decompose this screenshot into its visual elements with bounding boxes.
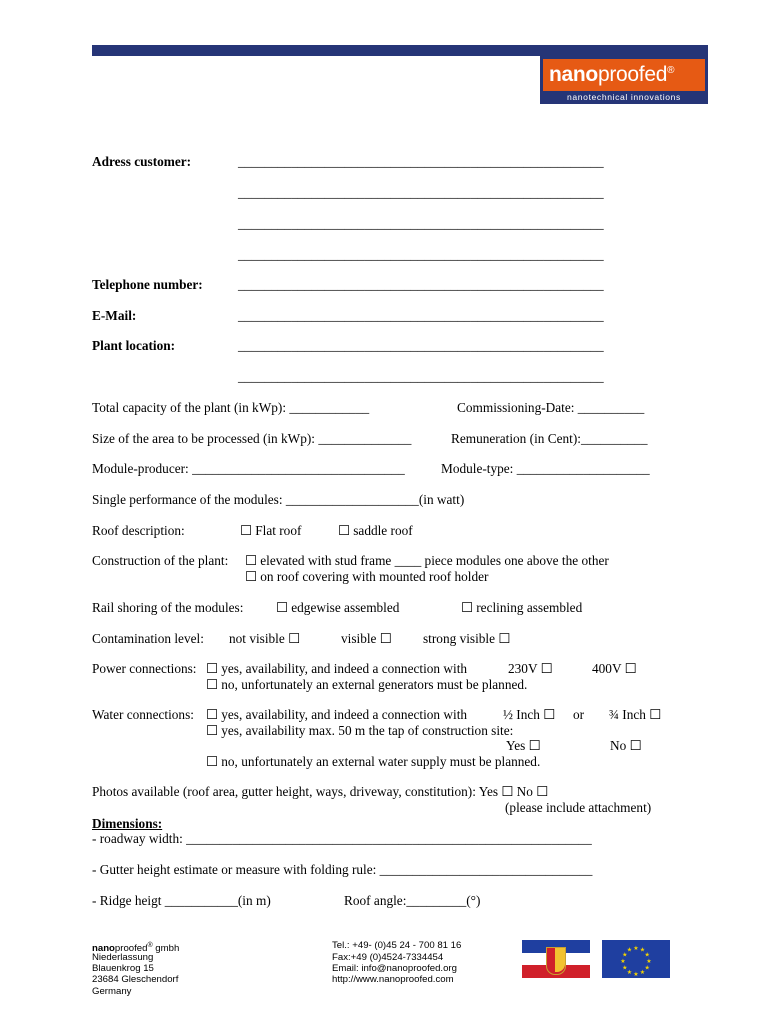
- svg-text:★: ★: [622, 951, 628, 959]
- power-230v-checkbox[interactable]: 230V ☐: [508, 661, 553, 676]
- module-type-field[interactable]: Module-type: ____________________: [441, 461, 650, 476]
- power-400v-checkbox[interactable]: 400V ☐: [592, 661, 637, 676]
- footer-address-line: 23684 Gleschendorf: [92, 974, 179, 985]
- dimensions-title: Dimensions:: [92, 816, 163, 831]
- capacity-field[interactable]: Total capacity of the plant (in kWp): ____________: [92, 400, 370, 415]
- commissioning-field[interactable]: Commissioning-Date: __________: [457, 400, 645, 415]
- water-no-tap-checkbox[interactable]: No ☐: [610, 738, 642, 753]
- power-yes-checkbox[interactable]: ☐ yes, availability, and indeed a connection with: [206, 661, 468, 676]
- contamination-label: Contamination level:: [92, 631, 204, 646]
- footer-address-line: Niederlassung: [92, 952, 154, 963]
- roadway-width-field[interactable]: - roadway width: _____________________________________________________________: [92, 831, 592, 846]
- svg-text:★: ★: [633, 945, 639, 952]
- power-no-checkbox[interactable]: ☐ no, unfortunately an external generators must be planned.: [206, 677, 528, 692]
- address-label: Adress customer:: [92, 154, 192, 169]
- svg-text:★: ★: [646, 957, 652, 965]
- roof-description-label: Roof description:: [92, 523, 185, 538]
- svg-text:★: ★: [620, 957, 626, 965]
- footer-contact-line[interactable]: http://www.nanoproofed.com: [332, 974, 454, 985]
- svg-text:★: ★: [639, 946, 646, 954]
- remuneration-field[interactable]: Remuneration (in Cent):__________: [451, 431, 648, 446]
- construction-label: Construction of the plant:: [92, 553, 229, 568]
- water-yes-checkbox[interactable]: ☐ yes, availability, and indeed a connection with: [206, 707, 468, 722]
- elevated-frame-checkbox[interactable]: ☐ elevated with stud frame ____ piece modules one above the other: [245, 553, 609, 568]
- flat-roof-checkbox[interactable]: ☐ Flat roof: [240, 523, 302, 538]
- header-bar: [92, 45, 708, 56]
- company-logo: [540, 56, 708, 104]
- svg-text:★: ★: [626, 969, 633, 977]
- schleswig-holstein-flag-icon: [522, 940, 590, 978]
- footer-contact-line: Tel.: +49- (0)45 24 - 700 81 16: [332, 940, 462, 951]
- plant-location-line[interactable]: _______________________________________________________: [238, 338, 604, 353]
- address-line[interactable]: _______________________________________________________: [238, 247, 604, 262]
- footer-contact-line: Fax:+49 (0)4524-7334454: [332, 952, 444, 963]
- reclining-checkbox[interactable]: ☐ reclining assembled: [461, 600, 583, 615]
- strong-visible-checkbox[interactable]: strong visible ☐: [423, 631, 511, 646]
- plant-location-line[interactable]: _______________________________________________________: [238, 369, 604, 384]
- saddle-roof-checkbox[interactable]: ☐ saddle roof: [338, 523, 413, 538]
- roof-holder-checkbox[interactable]: ☐ on roof covering with mounted roof holder: [245, 569, 489, 584]
- svg-text:★: ★: [644, 951, 650, 959]
- module-producer-field[interactable]: Module-producer: ________________________________: [92, 461, 405, 476]
- water-connections-label: Water connections:: [92, 707, 194, 722]
- svg-text:★: ★: [644, 964, 650, 972]
- email-label: E-Mail:: [92, 308, 137, 323]
- plant-location-label: Plant location:: [92, 338, 176, 353]
- power-connections-label: Power connections:: [92, 661, 197, 676]
- logo-wordmark: nanoproofed®: [549, 63, 675, 86]
- water-max50-checkbox[interactable]: ☐ yes, availability max. 50 m the tap of construction site:: [206, 723, 514, 738]
- eu-flag-icon: [602, 940, 670, 978]
- footer-address-line: Blauenkrog 15: [92, 963, 154, 974]
- rail-shoring-label: Rail shoring of the modules:: [92, 600, 244, 615]
- water-no-checkbox[interactable]: ☐ no, unfortunately an external water supply must be planned.: [206, 754, 541, 769]
- gutter-height-field[interactable]: - Gutter height estimate or measure with folding rule: ________________________________: [92, 862, 593, 877]
- logo-box: [543, 59, 705, 91]
- visible-checkbox[interactable]: visible ☐: [341, 631, 392, 646]
- roof-angle-field[interactable]: Roof angle:_________(°): [344, 893, 481, 908]
- telephone-label: Telephone number:: [92, 277, 203, 292]
- not-visible-checkbox[interactable]: not visible ☐: [229, 631, 301, 646]
- water-three-quarter-checkbox[interactable]: ¾ Inch ☐: [609, 707, 662, 722]
- address-line[interactable]: _______________________________________________________: [238, 154, 604, 169]
- edgewise-checkbox[interactable]: ☐ edgewise assembled: [276, 600, 400, 615]
- water-half-inch-checkbox[interactable]: ½ Inch ☐: [503, 707, 556, 722]
- svg-text:★: ★: [639, 969, 646, 977]
- footer-company: nanoproofed® gmbh: [92, 942, 180, 955]
- footer-contact-line[interactable]: Email: info@nanoproofed.org: [332, 963, 457, 974]
- water-yes-tap-checkbox[interactable]: Yes ☐: [506, 738, 541, 753]
- email-line[interactable]: _______________________________________________________: [238, 308, 604, 323]
- svg-text:★: ★: [622, 964, 628, 972]
- photos-note: (please include attachment): [505, 800, 652, 815]
- footer-address-line: Germany: [92, 986, 132, 997]
- address-line[interactable]: _______________________________________________________: [238, 216, 604, 231]
- logo-tagline: nanotechnical innovations: [567, 92, 681, 102]
- telephone-line[interactable]: _______________________________________________________: [238, 277, 604, 292]
- photos-field[interactable]: Photos available (roof area, gutter height, ways, driveway, constitution): Yes ☐ No ☐: [92, 784, 549, 799]
- address-line[interactable]: _______________________________________________________: [238, 185, 604, 200]
- svg-text:★: ★: [626, 946, 633, 954]
- svg-text:★: ★: [633, 970, 639, 978]
- single-performance-field[interactable]: Single performance of the modules: ____________________(in watt): [92, 492, 465, 507]
- water-or-text: or: [573, 707, 585, 722]
- area-field[interactable]: Size of the area to be processed (in kWp): ______________: [92, 431, 412, 446]
- ridge-height-field[interactable]: - Ridge heigt ___________(in m): [92, 893, 271, 908]
